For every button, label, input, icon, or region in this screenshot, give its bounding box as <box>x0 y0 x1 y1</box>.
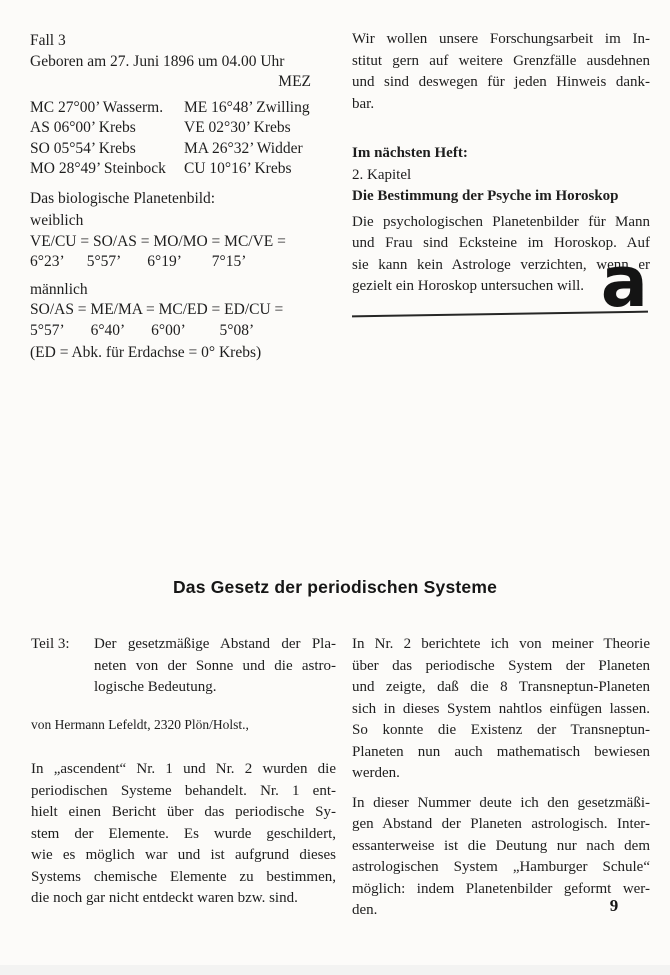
male-label: männlich <box>30 280 88 298</box>
table-row <box>30 159 317 180</box>
male-block <box>30 280 317 342</box>
position-cell: AS 06°00’ Krebs <box>30 119 136 136</box>
research-note-paragraph: Wir wollen unsere Forschungsarbeit im In- stitut gern auf weitere Grenzfälle ausdehnen und sind deswegen für jeden Hinweis dank- bar. <box>352 31 650 112</box>
ed-abbreviation-note: (ED = Abk. für Erdachse = 0° Krebs) <box>30 344 262 361</box>
author-byline: von Hermann Lefeldt, 2320 Plön/Holst., <box>31 716 249 732</box>
planet-positions-table <box>30 98 317 180</box>
next-issue-block <box>352 143 650 208</box>
position-cell: MA 26°32’ Widder <box>184 139 303 157</box>
part-heading <box>31 634 336 699</box>
page-number: 9 <box>609 896 619 915</box>
article-left-column <box>31 634 336 910</box>
birth-data-line: Geboren am 27. Juni 1896 um 04.00 Uhr <box>30 52 285 70</box>
part-label: Teil 3: <box>31 636 70 652</box>
position-cell: CU 10°16’ Krebs <box>184 160 292 177</box>
position-cell: MC 27°00’ Wasserm. <box>30 98 164 116</box>
case-data-block <box>30 31 317 364</box>
article-right-column <box>352 634 650 922</box>
male-values: 5°57’ 6°40’ 6°00’ 5°08’ <box>30 321 255 339</box>
position-cell: ME 16°48’ Zwilling <box>184 98 310 116</box>
position-cell: SO 05°54’ Krebs <box>30 139 136 157</box>
case-title: Fall 3 <box>30 32 66 49</box>
teaser-paragraph: Die psychologischen Planetenbilder für Mann und Frau sind Ecksteine im Horoskop. Auf sie kann kein Astrologe verzichten, wenn er gezielt ein Horoskop untersuchen will. <box>352 213 650 294</box>
male-formula: SO/AS = ME/MA = MC/ED = ED/CU = <box>30 301 284 318</box>
article-paragraph: In „ascendent“ Nr. 1 und Nr. 2 wurden die periodischen Systeme behandelt. Nr. 1 ent- hielt einen Bericht über das periodische Sy- stem der Elemente. Es wurde geschildert, wie es möglich war und ist aufgrund dieses Systems chemische Elemente zu bestimmen, die noch gar nicht entdeckt waren bzw. sind. <box>31 761 336 906</box>
article-paragraph: In dieser Nummer deute ich den gesetzmäßi- gen Abstand der Planeten astrologisch. Inter- essanterweise ist die Deutung nur nach dem astrologischen System „Hamburger Schule“ möglich: indem Planetenbilder geformt wer- den. <box>352 794 650 918</box>
table-row <box>30 118 317 139</box>
table-row <box>30 98 317 119</box>
position-cell: MO 28°49’ Steinbock <box>30 160 166 177</box>
position-cell: VE 02°30’ Krebs <box>184 119 291 136</box>
table-row <box>30 139 317 160</box>
article-title: Das Gesetz der periodischen Systeme <box>172 577 498 597</box>
timezone-label: MEZ <box>278 73 311 90</box>
biological-planetenbild-heading: Das biologische Planetenbild: <box>30 189 216 207</box>
chapter-title: Die Bestimmung der Psyche im Horoskop <box>352 188 619 204</box>
female-formula: VE/CU = SO/AS = MO/MO = MC/VE = <box>30 232 286 250</box>
female-label: weiblich <box>30 212 84 229</box>
article-paragraph: In Nr. 2 berichtete ich von meiner Theorie über das periodische System der Planeten und zeigte, daß die 8 Transneptun-Planeten sich in dieses System nahtlos einfügen lassen. So konnte die Existenz der Transneptun- Planeten nun auch mathematisch bewiesen werden. <box>352 636 650 781</box>
ascendent-a-logo-icon: a <box>600 241 646 323</box>
part-subtitle: Der gesetzmäßige Abstand der Pla- neten von der Sonne und die astro- logische Bedeutung. <box>94 636 336 695</box>
next-issue-label: Im nächsten Heft: <box>352 145 468 161</box>
female-values: 6°23’ 5°57’ 6°19’ 7°15’ <box>30 253 247 270</box>
scan-edge-shadow <box>0 965 670 975</box>
chapter-label: 2. Kapitel <box>352 166 412 183</box>
editorial-column <box>352 29 650 323</box>
